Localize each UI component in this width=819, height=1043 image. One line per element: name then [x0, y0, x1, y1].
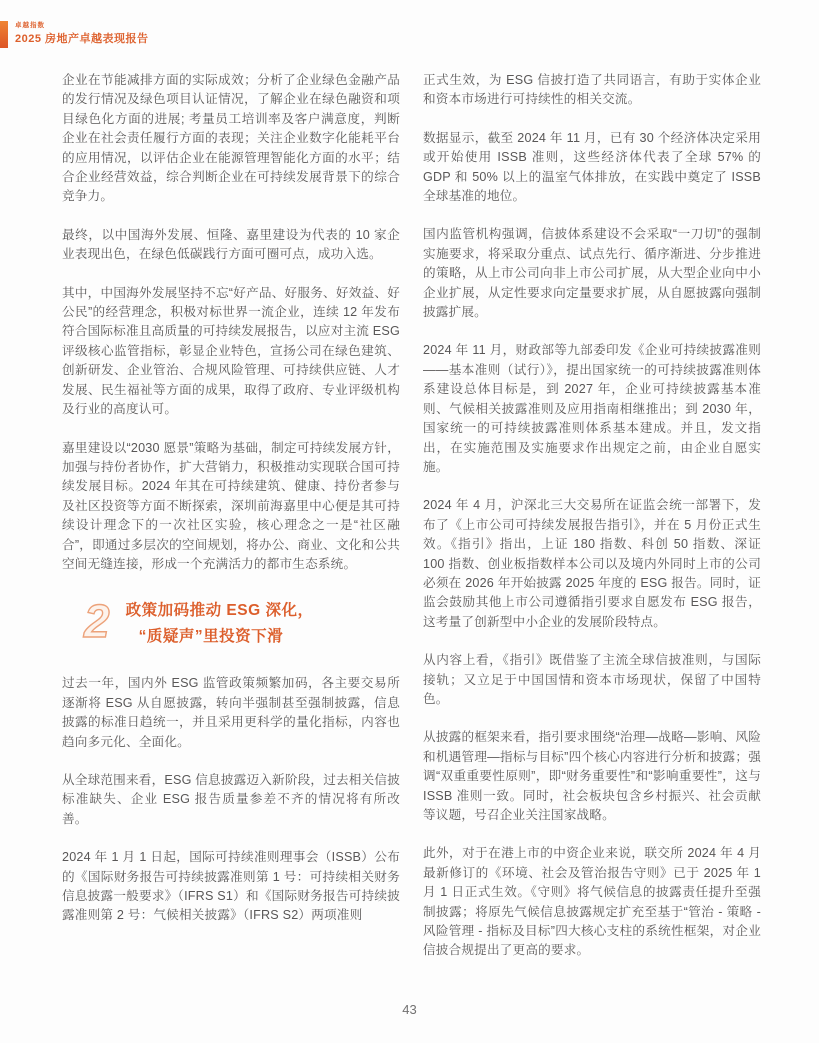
body-paragraph: 从全球范围来看，ESG 信息披露迈入新阶段，过去相关信披标准缺失、企业 ESG 报告质量参差不齐的情况将有所改善。	[62, 772, 400, 826]
left-column	[62, 71, 400, 961]
header-accent-bar	[0, 21, 8, 48]
section-title-line1: 政策加码推动 ESG 深化，	[125, 602, 314, 620]
header-text	[15, 21, 149, 48]
text-columns	[62, 71, 761, 961]
body-paragraph: 从披露的框架来看，指引要求围绕“治理—战略—影响、风险和机遇管理—指标与目标”四个核心内容进行分析和披露；强调“双重重要性原则”，即“财务重要性”和“影响重要性”，这与 ISSB 准则一致。同时，社会板块包含乡村振兴、社会贡献等议题，号召企业关注国家战略。	[423, 730, 761, 822]
page-header	[0, 21, 149, 48]
report-title: 2025 房地产卓越表现报告	[15, 33, 149, 45]
body-paragraph: 数据显示，截至 2024 年 11 月，已有 30 个经济体决定采用或开始使用 ISSB 准则，这些经济体代表了全球 57% 的 GDP 和 50% 以上的温室气体排放，在实践中奠定了 ISSB 全球基准的地位。	[423, 130, 761, 204]
section-number: 2	[84, 595, 110, 648]
body-paragraph: 2024 年 11 月，财政部等九部委印发《企业可持续披露准则——基本准则（试行）》，提出国家统一的可持续披露准则体系建设总体目标是，到 2027 年，企业可持续披露基本准则、气候相关披露准则及应用指南相继推出；到 2030 年，国家统一的可持续披露准则体系基本建成。并且，发文指出，在实施范围及实施要求作出规定之前，由企业自愿实施。	[423, 343, 761, 474]
body-paragraph: 2024 年 4 月，沪深北三大交易所在证监会统一部署下，发布了《上市公司可持续发展报告指引》，并在 5 月份正式生效。《指引》指出，上证 180 指数、科创 50 指数、深证 100 指数、创业板指数样本公司以及境内外同时上市的公司必须在 2026 年开始披露 2025 年度的 ESG 报告。同时，证监会鼓励其他上市公司遵循指引要求自愿发布 ESG 报告，这考量了创新型中小企业的发展阶段特点。	[423, 498, 761, 629]
body-paragraph: 嘉里建设以“2030 愿景”策略为基础，制定可持续发展方针，加强与持份者协作，扩大营销力，积极推动实现联合国可持续发展目标。2024 年其在可持续建筑、健康、持份者参与及社区投资等方面不断探索，深圳前海嘉里中心便是其可持续设计理念下的一次社区实验，核心理念之一是“社区融合”，即通过多层次的空间规划，将办公、商业、文化和公共空间无缝连接，形成一个充满活力的都市生态系统。	[62, 440, 400, 571]
body-paragraph: 国内监管机构强调，信披体系建设不会采取“一刀切”的强制实施要求，将采取分重点、试点先行、循序渐进、分步推进的策略，从上市公司向非上市公司扩展，从大型企业向中小企业扩展，从定性要求向定量要求扩展，从自愿披露向强制披露扩展。	[423, 227, 761, 320]
header-eyebrow: 卓越指数	[15, 22, 45, 29]
body-paragraph: 从内容上看，《指引》既借鉴了主流全球信披准则，与国际接轨；又立足于中国国情和资本市场现状，保留了中国特色。	[423, 653, 761, 706]
body-paragraph: 正式生效，为 ESG 信披打造了共同语言，有助于实体企业和资本市场进行可持续性的相关交流。	[423, 73, 761, 107]
section-heading	[84, 593, 400, 650]
body-paragraph: 最终，以中国海外发展、恒隆、嘉里建设为代表的 10 家企业表现出色，在绿色低碳践行方面可圈可点，成功入选。	[62, 227, 400, 262]
section-title	[126, 593, 314, 650]
body-paragraph: 2024 年 1 月 1 日起，国际可持续准则理事会（ISSB）公布的《国际财务报告可持续披露准则第 1 号：可持续相关财务信息披露一般要求》（IFRS S1）和《国际财务报告可持续披露准则第 2 号：气候相关披露》（IFRS S2）两项准则	[62, 850, 400, 923]
right-column	[423, 71, 761, 961]
body-paragraph: 企业在节能减排方面的实际成效；分析了企业绿色金融产品的发行情况及绿色项目认证情况，了解企业在绿色融资和项目绿色化方面的进展; 考量员工培训率及客户满意度，判断企业在社会责任履行方面的表现；关注企业数字化能耗平台的应用情况，以评估企业在能源管理智能化方面的水平；结合企业经营效益，综合判断企业在可持续发展背景下的综合竞争力。	[62, 73, 400, 204]
body-paragraph: 此外，对于在港上市的中资企业来说，联交所 2024 年 4 月最新修订的《环境、社会及管治报告守则》已于 2025 年 1 月 1 日正式生效。《守则》将气候信息的披露责任提升至强制披露；将原先气候信息披露规定扩充至基于“管治 - 策略 - 风险管理 - 指标及目标”四大核心支柱的系统性框架，对企业信披合规提出了更高的要求。	[423, 846, 761, 958]
body-paragraph: 过去一年，国内外 ESG 监管政策频繁加码，各主要交易所逐渐将 ESG 从自愿披露，转向半强制甚至强制披露，信息披露的标准日趋统一，并且采用更科学的量化指标，内容也趋向多元化、全面化。	[62, 676, 400, 749]
section-title-line2: “质疑声”里投资下滑	[138, 628, 284, 646]
body-paragraph: 其中，中国海外发展坚持不忘“好产品、好服务、好效益、好公民”的经营理念，积极对标世界一流企业，连续 12 年发布符合国际标准且高质量的可持续发展报告，以应对主流 ESG 评级核心监管指标，彰显企业特色，宣扬公司在绿色建筑、创新研发、企业管治、合规风险管理、可持续供应链、人才发展、民生福祉等方面的成果，取得了政府、专业评级机构及行业的高度认可。	[62, 285, 400, 417]
page-number: 43	[402, 1002, 417, 1017]
